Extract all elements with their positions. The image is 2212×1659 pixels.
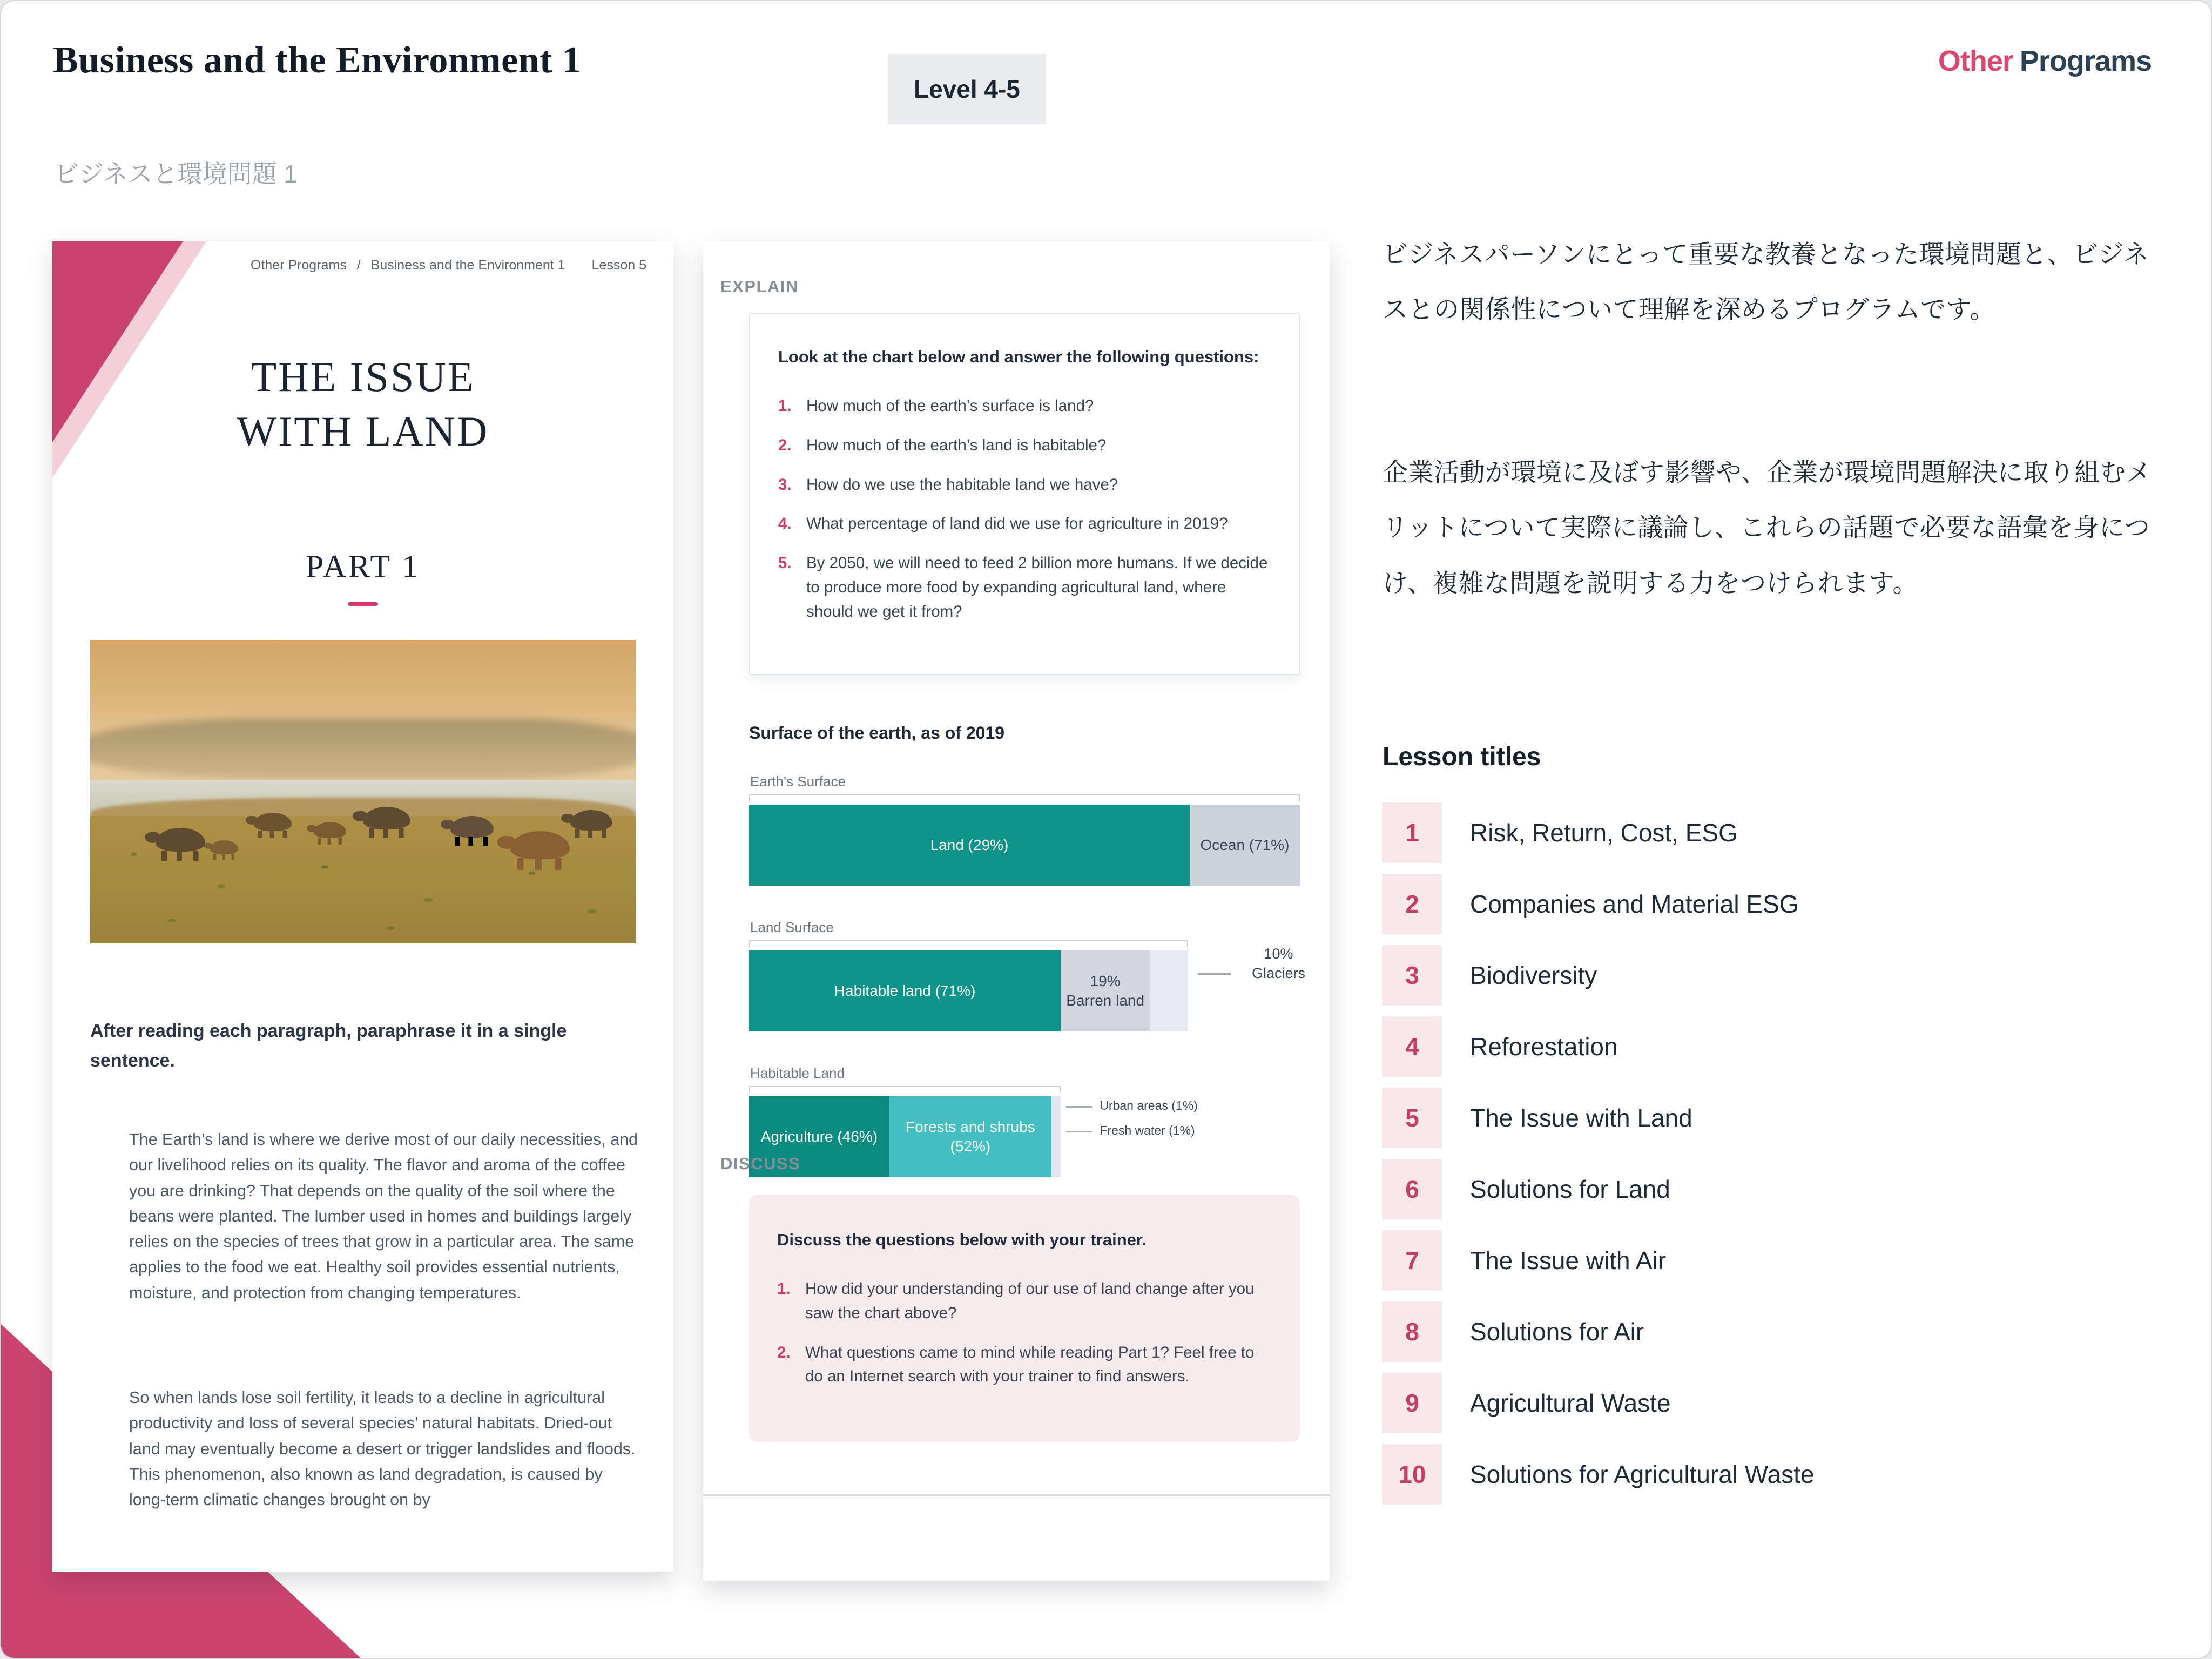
question-number: 3. xyxy=(778,475,792,494)
photo-haze xyxy=(90,713,636,786)
lesson-row xyxy=(1382,1230,2167,1291)
lesson-number-badge: 2 xyxy=(1382,874,1442,934)
chart-segment-agriculture: Agriculture (46%) xyxy=(749,1096,889,1177)
lesson-title: Companies and Material ESG xyxy=(1470,890,1799,918)
level-badge: Level 4-5 xyxy=(888,54,1046,124)
lesson-title: Solutions for Land xyxy=(1470,1175,1670,1203)
discuss-question-box xyxy=(749,1195,1300,1442)
lesson-title: The Issue with Air xyxy=(1470,1246,1667,1274)
document-title-line1: THE ISSUE xyxy=(251,353,475,400)
question-number: 1. xyxy=(777,1279,791,1298)
chart-segment-urban-areas-and-fresh-water xyxy=(1051,1096,1061,1177)
small-callout-label: Urban areas (1%) xyxy=(1100,1098,1198,1112)
lesson-number-badge: 8 xyxy=(1382,1301,1442,1362)
lesson-title: Solutions for Air xyxy=(1470,1318,1644,1346)
lesson-title: Risk, Return, Cost, ESG xyxy=(1470,819,1738,847)
document-title xyxy=(52,349,673,459)
logo-part-1: Other xyxy=(1938,45,2013,77)
breadcrumb-course: Business and the Environment 1 xyxy=(370,258,565,273)
chart-rows xyxy=(749,773,1305,1211)
chart-segment-barren-land: 19% Barren land xyxy=(1061,950,1150,1031)
lesson-number-badge: 3 xyxy=(1382,945,1442,1006)
lesson-number-badge: 9 xyxy=(1382,1373,1442,1433)
breadcrumb-lesson: Lesson 5 xyxy=(591,258,646,273)
question-text: What percentage of land did we use for agriculture in 2019? xyxy=(806,515,1228,533)
lessons-list xyxy=(1382,802,2167,1515)
reading-paragraph-2: So when lands lose soil fertility, it leads to a decline in agricultural productivity and loss of several species’ natural habitats. Dried-out land may eventually become a desert or trigger landslides and floods. This phenomenon, also known as land degradation, is caused by long-term climatic changes brought on by xyxy=(129,1388,636,1509)
explain-question-box xyxy=(749,313,1300,675)
discuss-question-list xyxy=(777,1277,1272,1389)
lesson-row xyxy=(1382,874,2167,934)
question-text: How much of the earth’s land is habitable? xyxy=(806,436,1107,454)
program-description-2: 企業活動が環境に及ぼす影響や、企業が環境問題解決に取り組むメリットについて実際に議論し、これらの話題で必要な語彙を身につけ、複雑な問題を説明する力をつけられます。 xyxy=(1382,458,2152,597)
page-break-divider xyxy=(703,1494,1330,1496)
discuss-section-label: DISCUSS xyxy=(720,1154,801,1173)
chart-row-bracket xyxy=(749,940,1188,947)
lesson-photo xyxy=(90,640,636,943)
reading-instruction: After reading each paragraph, paraphrase it in a single sentence. xyxy=(90,1021,567,1071)
chart-row-bracket xyxy=(749,794,1300,801)
question-text: How do we use the habitable land we have? xyxy=(806,475,1118,494)
lesson-row xyxy=(1382,1301,2167,1362)
chart-stacked-bar xyxy=(749,805,1300,886)
question-text: How much of the earth’s surface is land? xyxy=(806,396,1094,415)
chart-segment-ocean: Ocean (71%) xyxy=(1190,805,1300,886)
question-number: 4. xyxy=(778,515,792,533)
chart-row-label: Habitable Land xyxy=(750,1065,845,1081)
lesson-number-badge: 6 xyxy=(1382,1159,1442,1219)
chart-row-label: Earth's Surface xyxy=(750,773,846,790)
callout-connector-line xyxy=(1198,973,1231,975)
lesson-title: Biodiversity xyxy=(1470,961,1597,989)
breadcrumb xyxy=(247,258,650,273)
lesson-number-badge: 5 xyxy=(1382,1088,1442,1148)
chart-segment-glaciers xyxy=(1150,950,1188,1031)
lesson-row xyxy=(1382,1016,2167,1077)
question-item xyxy=(778,473,1271,497)
explain-section-label: EXPLAIN xyxy=(720,277,799,296)
chart-segment-forests-and-shrubs: Forests and shrubs (52%) xyxy=(889,1096,1051,1177)
lesson-row xyxy=(1382,802,2167,863)
question-item xyxy=(777,1277,1272,1326)
lesson-number-badge: 10 xyxy=(1382,1444,1442,1505)
lesson-number-badge: 7 xyxy=(1382,1230,1442,1291)
chart-title: Surface of the earth, as of 2019 xyxy=(749,723,1005,743)
lesson-title: The Issue with Land xyxy=(1470,1104,1692,1132)
reading-paragraph-1: The Earth’s land is where we derive most of our daily necessities, and our livelihood relies on its quality. The flavor and aroma of the coffee you are drinking? That depends on the quality of the soil where the beans were planted. The lumber used in homes and buildings largely relies on the species of trees that grow in a particular area. The same applies to the food we eat. Healthy soil provides essential nutrients, moisture, and protection from changing temperatures. xyxy=(129,1130,638,1302)
explain-lead: Look at the chart below and answer the following questions: xyxy=(778,347,1259,366)
lesson-titles-heading: Lesson titles xyxy=(1382,743,1541,771)
part-label: PART 1 xyxy=(305,549,421,584)
activity-document-preview[interactable] xyxy=(703,241,1330,1581)
lesson-number-badge: 4 xyxy=(1382,1016,1442,1077)
logo-part-2: Programs xyxy=(2019,45,2152,77)
explain-question-list xyxy=(778,394,1271,624)
small-callout-label: Fresh water (1%) xyxy=(1100,1123,1195,1137)
question-item xyxy=(778,551,1271,624)
chart-segment-land: Land (29%) xyxy=(749,805,1190,886)
callout-connector-line xyxy=(1066,1131,1092,1132)
question-item xyxy=(778,512,1271,536)
page-title: Business and the Environment 1 xyxy=(53,39,582,81)
breadcrumb-separator: / xyxy=(356,258,361,273)
glaciers-callout-label: 10% Glaciers xyxy=(1251,946,1305,982)
question-item xyxy=(778,394,1271,419)
program-description-1: ビジネスパーソンにとって重要な教養となった環境問題と、ビジネスとの関係性について理解を深めるプログラムです。 xyxy=(1382,240,2149,324)
callout-connector-line xyxy=(1066,1106,1092,1108)
lesson-number-badge: 1 xyxy=(1382,802,1442,863)
cattle-silhouette xyxy=(254,813,292,831)
question-item xyxy=(778,434,1271,458)
question-number: 2. xyxy=(778,436,792,454)
question-item xyxy=(777,1341,1272,1390)
chart-row-label: Land Surface xyxy=(750,919,834,935)
chart-stacked-bar xyxy=(749,950,1188,1031)
lesson-title: Reforestation xyxy=(1470,1033,1618,1061)
question-number: 5. xyxy=(778,554,792,572)
question-text: How did your understanding of our use of land change after you saw the chart above? xyxy=(805,1279,1255,1322)
lesson-title: Agricultural Waste xyxy=(1470,1389,1671,1417)
lesson-row xyxy=(1382,1444,2167,1505)
lesson-row xyxy=(1382,1088,2167,1148)
question-text: By 2050, we will need to feed 2 billion more humans. If we decide to produce more food by expanding agricultural land, where should we get it from? xyxy=(806,554,1268,621)
other-programs-logo[interactable] xyxy=(1938,44,2152,78)
lesson-document-preview[interactable] xyxy=(52,241,673,1572)
lesson-title: Solutions for Agricultural Waste xyxy=(1470,1460,1815,1488)
part-divider xyxy=(348,602,378,606)
question-number: 2. xyxy=(777,1343,791,1361)
lesson-row xyxy=(1382,1159,2167,1219)
chart-bar-row xyxy=(749,919,1305,1031)
chart-row-bracket xyxy=(749,1086,1061,1093)
discuss-lead: Discuss the questions below with your trainer. xyxy=(777,1230,1147,1249)
page-subtitle-japanese: ビジネスと環境問題 1 xyxy=(54,160,298,188)
question-text: What questions came to mind while reading Part 1? Feel free to do an Internet search with your trainer to find answers. xyxy=(805,1343,1255,1386)
lesson-row xyxy=(1382,945,2167,1006)
chart-segment-habitable-land: Habitable land (71%) xyxy=(749,950,1061,1031)
lesson-row xyxy=(1382,1373,2167,1433)
document-title-line2: WITH LAND xyxy=(237,408,489,455)
question-number: 1. xyxy=(778,396,792,415)
chart-bar-row xyxy=(749,773,1300,886)
breadcrumb-program: Other Programs xyxy=(250,258,347,273)
cattle-silhouette xyxy=(314,822,346,838)
